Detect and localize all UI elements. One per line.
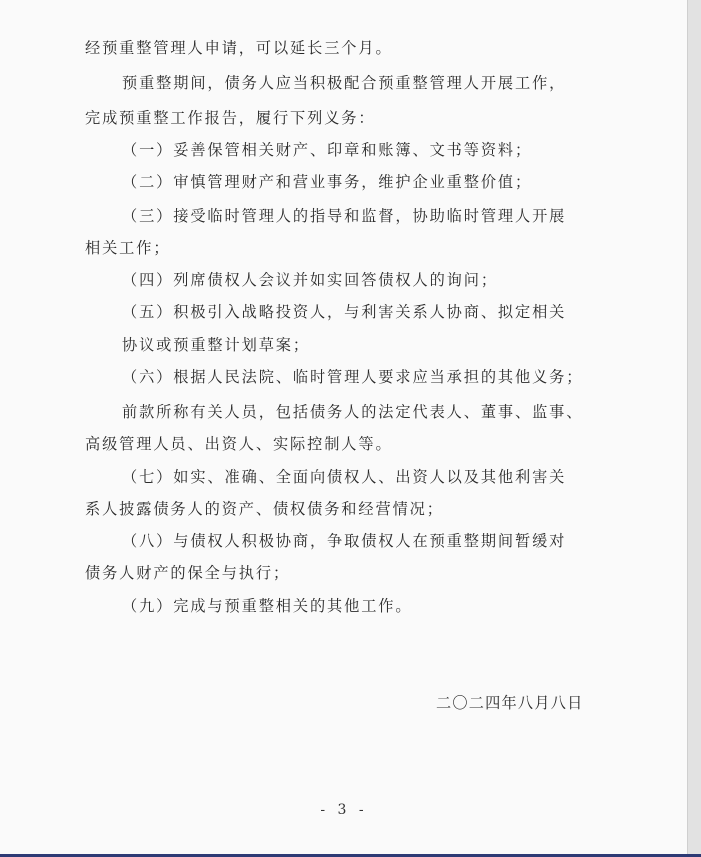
body-line: 债务人财产的保全与执行； bbox=[85, 564, 291, 582]
body-line: （八）与债权人积极协商，争取债权人在预重整期间暂缓对 bbox=[122, 532, 567, 550]
body-line: 完成预重整工作报告，履行下列义务： bbox=[85, 109, 376, 127]
body-line: 经预重整管理人申请，可以延长三个月。 bbox=[85, 39, 393, 57]
body-line: 预重整期间，债务人应当积极配合预重整管理人开展工作， bbox=[122, 74, 567, 92]
body-line: （一）妥善保管相关财产、印章和账簿、文书等资料； bbox=[122, 141, 533, 159]
document-date: 二〇二四年八月八日 bbox=[436, 694, 584, 712]
body-line: 相关工作； bbox=[85, 239, 171, 257]
body-line: （三）接受临时管理人的指导和监督，协助临时管理人开展 bbox=[122, 207, 567, 225]
body-line: 高级管理人员、出资人、实际控制人等。 bbox=[85, 435, 393, 453]
body-line: 前款所称有关人员，包括债务人的法定代表人、董事、监事、 bbox=[122, 403, 584, 421]
body-line: （二）审慎管理财产和营业事务，维护企业重整价值； bbox=[122, 173, 533, 191]
page-number: - 3 - bbox=[320, 802, 368, 818]
body-line: （四）列席债权人会议并如实回答债权人的询问； bbox=[122, 271, 498, 289]
body-line: （九）完成与预重整相关的其他工作。 bbox=[122, 597, 413, 615]
viewer-scrollbar-track[interactable] bbox=[687, 0, 701, 857]
body-line: （六）根据人民法院、临时管理人要求应当承担的其他义务； bbox=[122, 368, 584, 386]
body-line: 系人披露债务人的资产、债权债务和经营情况； bbox=[85, 500, 444, 518]
body-line: （五）积极引入战略投资人，与利害关系人协商、拟定相关 bbox=[122, 303, 567, 321]
body-line: （七）如实、准确、全面向债权人、出资人以及其他利害关 bbox=[122, 468, 567, 486]
body-line: 协议或预重整计划草案； bbox=[122, 336, 310, 354]
